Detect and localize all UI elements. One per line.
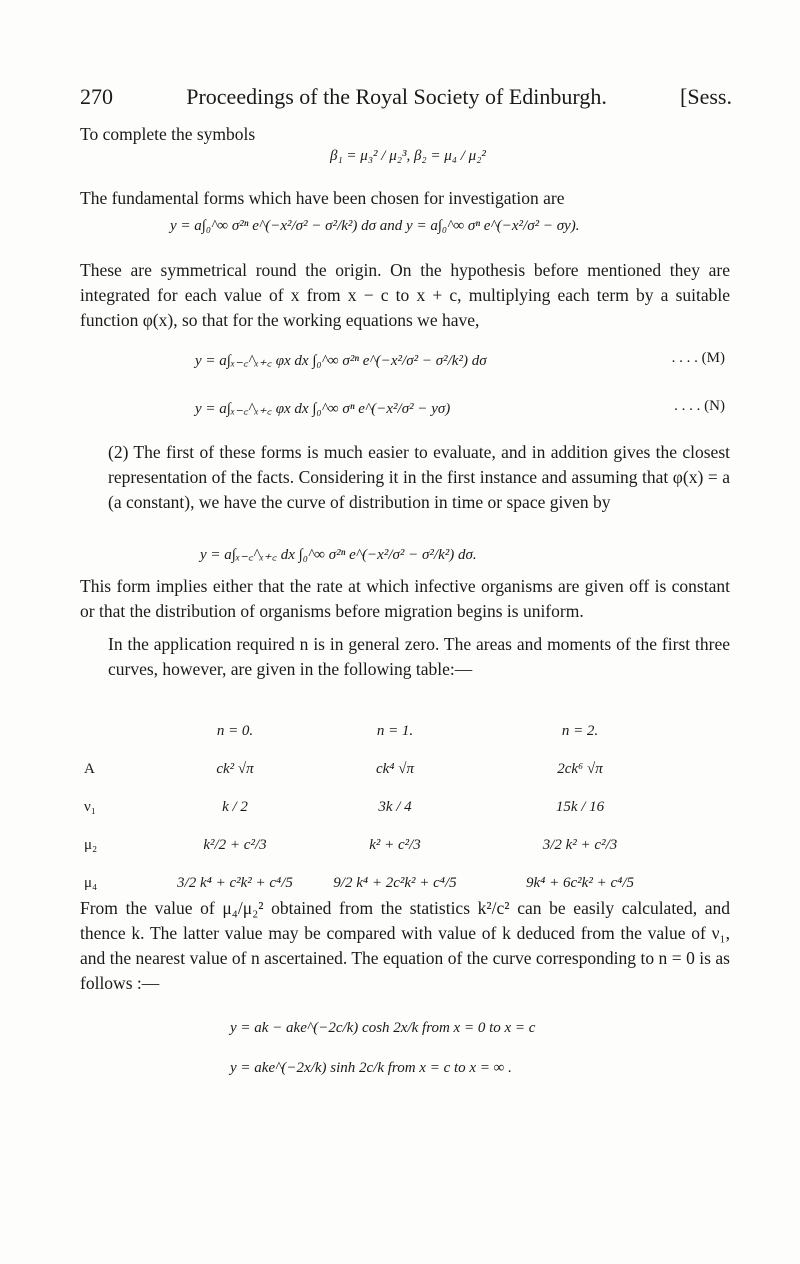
table-header-row: [80, 712, 700, 750]
para-forms: The fundamental forms which have been chosen for investigation are: [80, 188, 565, 208]
para-implies: This form implies either that the rate at which infective organisms are given off is constant or that the distribution of organisms before migration begins is uniform.: [80, 576, 730, 621]
table-row: [80, 826, 700, 864]
table-cell: k² + c²/3: [369, 836, 421, 853]
table-header-cell: n = 1.: [376, 722, 414, 739]
page-number: 270: [80, 84, 113, 109]
table-cell: ck² √π: [216, 760, 254, 777]
table-cell: ν₁: [84, 798, 97, 815]
para-symmetric: These are symmetrical round the origin. On the hypothesis before mentioned they are integrated for each value of x from x − c to x + c, multiplying each term by a suitable function φ(x), so that for the working equations we have,: [80, 260, 730, 330]
eq-M-body: y = a∫ₓ₋꜀^ₓ₊꜀ φx dx ∫₀^∞ σ²ⁿ e^(−x²/σ² − σ²/k²) dσ: [195, 353, 487, 369]
eq-dist: y = a∫ₓ₋꜀^ₓ₊꜀ dx ∫₀^∞ σ²ⁿ e^(−x²/σ² − σ²/k²) dσ.: [200, 547, 477, 563]
eq-M: [195, 350, 725, 370]
eq-N-body: y = a∫ₓ₋꜀^ₓ₊꜀ φx dx ∫₀^∞ σⁿ e^(−x²/σ² − yσ): [195, 401, 451, 417]
table-cell: k²/2 + c²/3: [203, 836, 267, 853]
eq-final-2: y = ake^(−2x/k) sinh 2c/k from x = c to x = ∞ .: [230, 1060, 512, 1076]
table-cell: 9k⁴ + 6c²k² + c⁴/5: [526, 874, 634, 891]
table-cell: μ₄: [84, 874, 98, 891]
para-first-text: (2) The first of these forms is much easier to evaluate, and in addition gives the closest representation of the facts. Considering it in the first instance and assuming that φ(x) = a (a constant), we have the curve of distribution in time or space given by: [108, 442, 730, 512]
section-label: [Sess.: [680, 84, 732, 109]
para-first: [80, 440, 730, 515]
table-cell: k / 2: [222, 798, 248, 815]
table-header-cell: n = 0.: [216, 722, 254, 739]
table-cell: ck⁴ √π: [375, 760, 415, 777]
para-application: [80, 632, 730, 682]
para-intro: To complete the symbols: [80, 124, 256, 144]
table-cell: 3k / 4: [378, 798, 412, 815]
table-cell: 15k / 16: [555, 798, 605, 815]
eq-M-tag: . . . . (M): [671, 350, 725, 366]
table-cell: 3/2 k² + c²/3: [542, 836, 618, 853]
table-cell: μ₂: [84, 836, 98, 853]
table-header-cell: n = 2.: [561, 722, 599, 739]
table-cell: 9/2 k⁴ + 2c²k² + c⁴/5: [333, 874, 457, 891]
eq-beta: β₁ = μ₃² / μ₂³, β₂ = μ₄ / μ₂²: [330, 148, 486, 164]
table-row: [80, 788, 700, 826]
para-from: From the value of μ₄/μ₂² obtained from the statistics k²/c² can be easily calculated, and thence k. The latter value may be compared with value of k deduced from the value of ν₁, and the nearest value of n ascertained. The equation of the curve corresponding to n = 0 is as follows :—: [80, 898, 730, 993]
eq-forms: y = a∫₀^∞ σ²ⁿ e^(−x²/σ² − σ²/k²) dσ and y = a∫₀^∞ σⁿ e^(−x²/σ² − σy).: [170, 218, 580, 234]
eq-N-tag: . . . . (N): [674, 398, 725, 414]
table-cell: 2ck⁶ √π: [557, 760, 603, 777]
page-header: [80, 84, 732, 110]
table-row: [80, 750, 700, 788]
journal-title: Proceedings of the Royal Society of Edinburgh.: [186, 84, 607, 109]
eq-N: [195, 398, 725, 418]
table-cell: 3/2 k⁴ + c²k² + c⁴/5: [177, 874, 293, 891]
para-application-text: In the application required n is in general zero. The areas and moments of the first three curves, however, are given in the following table:—: [108, 634, 730, 679]
moments-table: [80, 712, 700, 902]
eq-final-1: y = ak − ake^(−2c/k) cosh 2x/k from x = 0 to x = c: [230, 1020, 536, 1036]
table-cell: A: [84, 760, 95, 777]
